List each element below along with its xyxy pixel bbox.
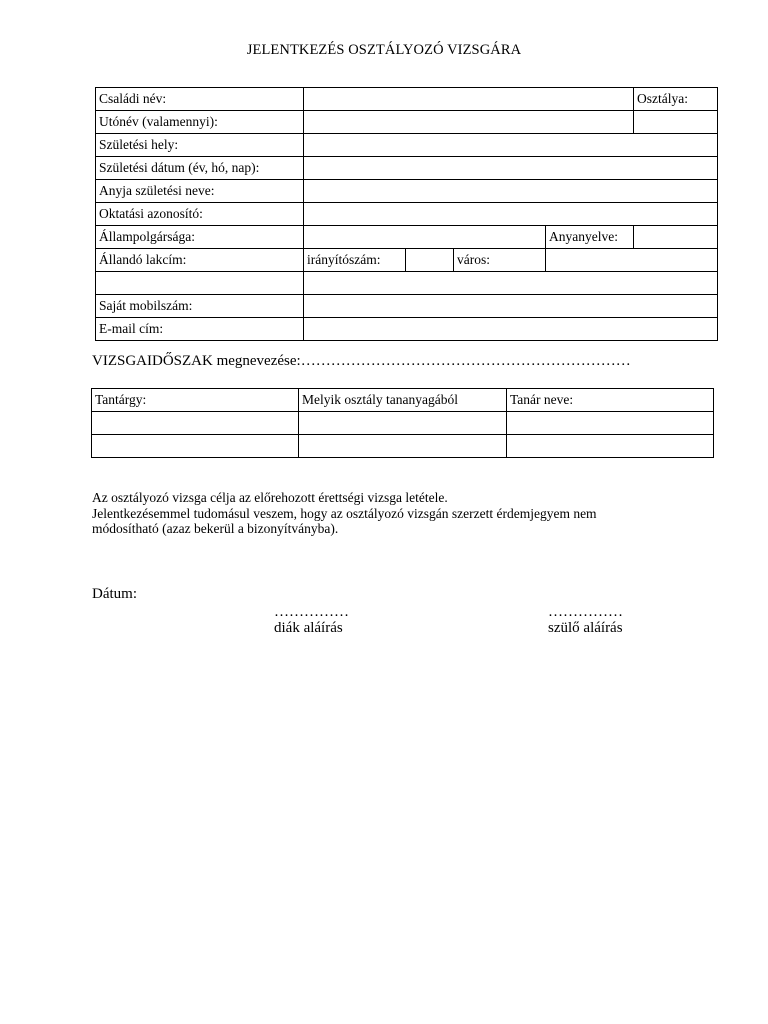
mother-name-label: Anyja születési neve:	[96, 180, 304, 203]
citizenship-field[interactable]	[304, 226, 546, 249]
declaration-text	[92, 490, 692, 537]
table-header-row	[92, 389, 714, 412]
student-signature	[274, 604, 349, 636]
class-label: Osztálya:	[634, 88, 718, 111]
grade-material-header: Melyik osztály tananyagából	[299, 389, 507, 412]
table-row	[96, 134, 718, 157]
grade-material-cell[interactable]	[299, 412, 507, 435]
email-field[interactable]	[304, 318, 718, 341]
table-row	[96, 180, 718, 203]
form-title: JELENTKEZÉS OSZTÁLYOZÓ VIZSGÁRA	[246, 42, 522, 58]
parent-signature-label: szülő aláírás	[548, 620, 623, 636]
date-label: Dátum:	[92, 586, 137, 602]
city-label: város:	[454, 249, 546, 272]
teacher-cell[interactable]	[507, 412, 714, 435]
subject-header: Tantárgy:	[92, 389, 299, 412]
teacher-cell[interactable]	[507, 435, 714, 458]
declaration-line: Jelentkezésemmel tudomásul veszem, hogy az osztályozó vizsgán szerzett érdemjegyem nem	[92, 505, 597, 521]
exam-period-field[interactable]: …………………………………………………………	[300, 353, 631, 369]
citizenship-label: Állampolgársága:	[96, 226, 304, 249]
address-label: Állandó lakcím:	[96, 249, 304, 272]
parent-signature-line[interactable]: ……………	[548, 604, 623, 620]
table-row	[96, 226, 718, 249]
table-row	[96, 111, 718, 134]
mobile-label: Saját mobilszám:	[96, 295, 304, 318]
birth-date-label: Születési dátum (év, hó, nap):	[96, 157, 304, 180]
mother-name-field[interactable]	[304, 180, 718, 203]
address-extra-label	[96, 272, 304, 295]
edu-id-label: Oktatási azonosító:	[96, 203, 304, 226]
address-extra-field[interactable]	[304, 272, 718, 295]
subjects-table	[91, 388, 714, 458]
declaration-line: módosítható (azaz bekerül a bizonyítványba).	[92, 521, 339, 536]
table-row	[96, 249, 718, 272]
exam-period-line	[92, 353, 631, 370]
grade-material-cell[interactable]	[299, 435, 507, 458]
subject-cell[interactable]	[92, 435, 299, 458]
table-row	[96, 88, 718, 111]
email-label: E-mail cím:	[96, 318, 304, 341]
table-row	[92, 412, 714, 435]
student-signature-label: diák aláírás	[274, 620, 343, 636]
birth-place-field[interactable]	[304, 134, 718, 157]
mobile-field[interactable]	[304, 295, 718, 318]
declaration-line: Az osztályozó vizsga célja az előrehozott érettségi vizsga letétele.	[92, 490, 448, 505]
table-row	[96, 318, 718, 341]
city-field[interactable]	[546, 249, 718, 272]
class-field[interactable]	[634, 111, 718, 134]
parent-signature	[548, 604, 623, 636]
family-name-label: Családi név:	[96, 88, 304, 111]
teacher-header: Tanár neve:	[507, 389, 714, 412]
table-row	[96, 157, 718, 180]
given-name-label: Utónév (valamennyi):	[96, 111, 304, 134]
student-signature-line[interactable]: ……………	[274, 604, 349, 620]
table-row	[96, 272, 718, 295]
table-row	[96, 203, 718, 226]
mother-tongue-field[interactable]	[634, 226, 718, 249]
family-name-field[interactable]	[304, 88, 634, 111]
table-row	[92, 435, 714, 458]
edu-id-field[interactable]	[304, 203, 718, 226]
exam-period-label: VIZSGAIDŐSZAK megnevezése:	[92, 353, 301, 369]
birth-date-field[interactable]	[304, 157, 718, 180]
subject-cell[interactable]	[92, 412, 299, 435]
birth-place-label: Születési hely:	[96, 134, 304, 157]
zip-field[interactable]	[406, 249, 454, 272]
personal-data-table	[95, 87, 718, 341]
given-name-field[interactable]	[304, 111, 634, 134]
zip-label: irányítószám:	[304, 249, 406, 272]
mother-tongue-label: Anyanyelve:	[546, 226, 634, 249]
table-row	[96, 295, 718, 318]
